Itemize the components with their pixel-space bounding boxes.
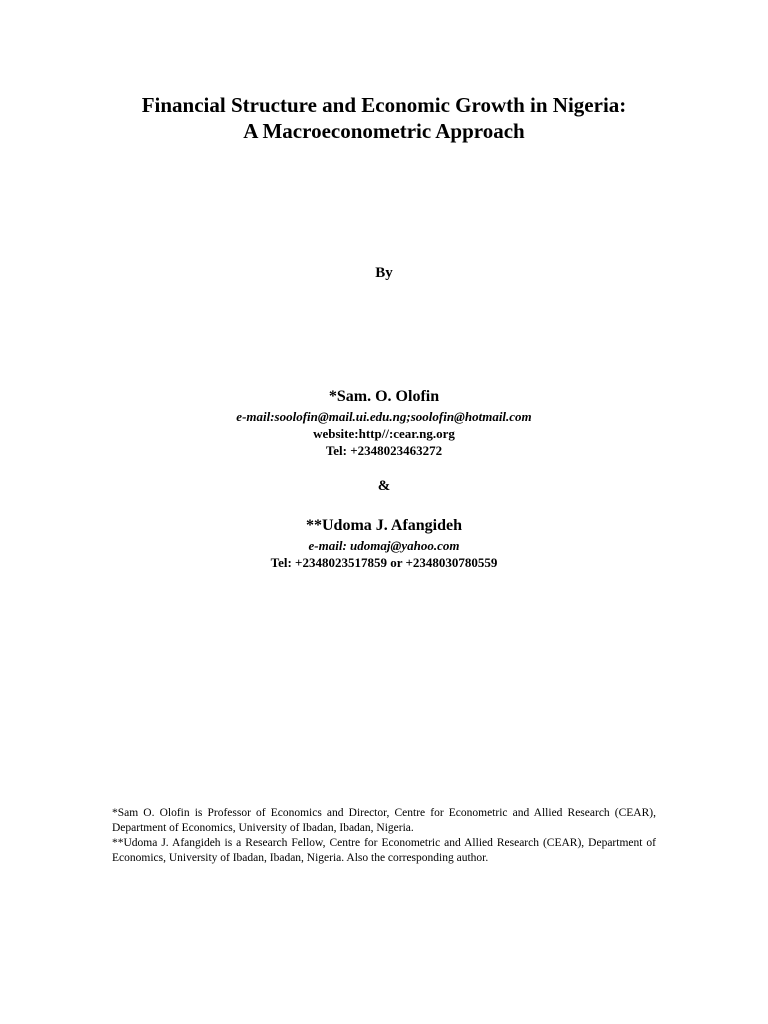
author-email: e-mail: udomaj@yahoo.com (308, 538, 460, 553)
author-telephone: Tel: +2348023463272 (325, 443, 443, 458)
author-email: e-mail:soolofin@mail.ui.edu.ng;soolofin@hotmail.com (236, 409, 532, 424)
paper-title (0, 92, 768, 144)
title-line-1: Financial Structure and Economic Growth in Nigeria: (141, 93, 627, 117)
author-name: *Sam. O. Olofin (328, 388, 440, 405)
footnote-2: **Udoma J. Afangideh is a Research Fellow, Centre for Econometric and Allied Research (CEAR), Department of Economics, University of Ibadan, Ibadan, Nigeria. Also the corresponding author. (112, 837, 656, 864)
author-website: website:http//:cear.ng.org (313, 426, 455, 441)
title-line-2: A Macroeconometric Approach (243, 119, 525, 143)
author-block-2 (0, 515, 768, 571)
footnote-1: *Sam O. Olofin is Professor of Economics and Director, Centre for Econometric and Allied Research (CEAR), Department of Economics, University of Ibadan, Ibadan, Nigeria. (112, 807, 656, 834)
author-name: **Udoma J. Afangideh (305, 517, 463, 534)
by-label: By (375, 265, 393, 281)
ampersand-separator: & (377, 478, 391, 494)
footnotes (112, 806, 656, 866)
author-block-1 (0, 386, 768, 459)
author-telephone: Tel: +2348023517859 or +2348030780559 (270, 555, 498, 570)
